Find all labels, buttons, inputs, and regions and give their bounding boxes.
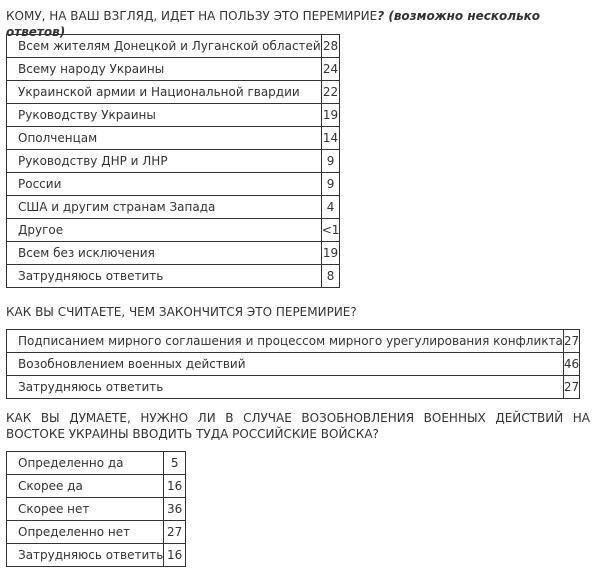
answer-label: Руководству ДНР и ЛНР bbox=[7, 150, 322, 173]
answer-value: 22 bbox=[321, 81, 340, 104]
table-row bbox=[7, 35, 340, 58]
table-row bbox=[7, 81, 340, 104]
question-3-title: КАК ВЫ ДУМАЕТЕ, НУЖНО ЛИ В СЛУЧАЕ ВОЗОБНОВЛЕНИЯ ВОЕННЫХ ДЕЙСТВИЙ НА ВОСТОКЕ УКРАИНЫ ВВОДИТЬ ТУДА РОССИЙСКИЕ ВОЙСКА? bbox=[6, 411, 590, 441]
answer-value: <1 bbox=[321, 219, 340, 242]
table-row bbox=[7, 353, 580, 376]
answer-value: 5 bbox=[164, 452, 186, 475]
answer-value: 19 bbox=[321, 104, 340, 127]
table-row bbox=[7, 265, 340, 288]
table-row bbox=[7, 544, 186, 567]
answer-label: Затрудняюсь ответить bbox=[7, 265, 322, 288]
answer-label: Скорее нет bbox=[7, 498, 164, 521]
answer-label: США и другим странам Запада bbox=[7, 196, 322, 219]
table-row bbox=[7, 330, 580, 353]
table-row bbox=[7, 521, 186, 544]
answer-label: Украинской армии и Национальной гвардии bbox=[7, 81, 322, 104]
answer-label: Скорее да bbox=[7, 475, 164, 498]
question-1-note: ? (возможно несколько ответов) bbox=[6, 9, 541, 39]
answer-label: Всем без исключения bbox=[7, 242, 322, 265]
answer-label: Затрудняюсь ответить bbox=[7, 544, 164, 567]
answer-label: Возобновлением военных действий bbox=[7, 353, 564, 376]
answers-table-1 bbox=[6, 34, 340, 288]
answer-value: 16 bbox=[164, 475, 186, 498]
table-row bbox=[7, 127, 340, 150]
table-row bbox=[7, 196, 340, 219]
answer-value: 27 bbox=[164, 521, 186, 544]
table-row bbox=[7, 219, 340, 242]
answer-value: 9 bbox=[321, 173, 340, 196]
table-row bbox=[7, 150, 340, 173]
answer-label: Затрудняюсь ответить bbox=[7, 376, 564, 399]
answer-label: Руководству Украины bbox=[7, 104, 322, 127]
answer-label: Другое bbox=[7, 219, 322, 242]
answer-value: 27 bbox=[563, 330, 579, 353]
answer-label: Всему народу Украины bbox=[7, 58, 322, 81]
answer-value: 9 bbox=[321, 150, 340, 173]
table-row bbox=[7, 242, 340, 265]
answer-value: 14 bbox=[321, 127, 340, 150]
answer-value: 46 bbox=[563, 353, 579, 376]
answer-label: Определенно да bbox=[7, 452, 164, 475]
question-1-text: КОМУ, НА ВАШ ВЗГЛЯД, ИДЕТ НА ПОЛЬЗУ ЭТО ПЕРЕМИРИЕ bbox=[6, 9, 378, 23]
table-row bbox=[7, 58, 340, 81]
table-row bbox=[7, 173, 340, 196]
answers-table-2 bbox=[6, 329, 580, 399]
answer-value: 8 bbox=[321, 265, 340, 288]
answer-value: 4 bbox=[321, 196, 340, 219]
table-row bbox=[7, 376, 580, 399]
question-2-title: КАК ВЫ СЧИТАЕТЕ, ЧЕМ ЗАКОНЧИТСЯ ЭТО ПЕРЕМИРИЕ? bbox=[6, 305, 357, 319]
answer-label: Всем жителям Донецкой и Луганской областей bbox=[7, 35, 322, 58]
answer-value: 28 bbox=[321, 35, 340, 58]
table-row bbox=[7, 498, 186, 521]
answer-label: Ополченцам bbox=[7, 127, 322, 150]
answer-label: Определенно нет bbox=[7, 521, 164, 544]
answer-value: 19 bbox=[321, 242, 340, 265]
answer-value: 24 bbox=[321, 58, 340, 81]
answer-value: 36 bbox=[164, 498, 186, 521]
table-row bbox=[7, 104, 340, 127]
answers-table-3 bbox=[6, 451, 186, 567]
answer-label: Подписанием мирного соглашения и процессом мирного урегулирования конфликта bbox=[7, 330, 564, 353]
table-row bbox=[7, 475, 186, 498]
answer-value: 16 bbox=[164, 544, 186, 567]
answer-label: России bbox=[7, 173, 322, 196]
answer-value: 27 bbox=[563, 376, 579, 399]
table-row bbox=[7, 452, 186, 475]
